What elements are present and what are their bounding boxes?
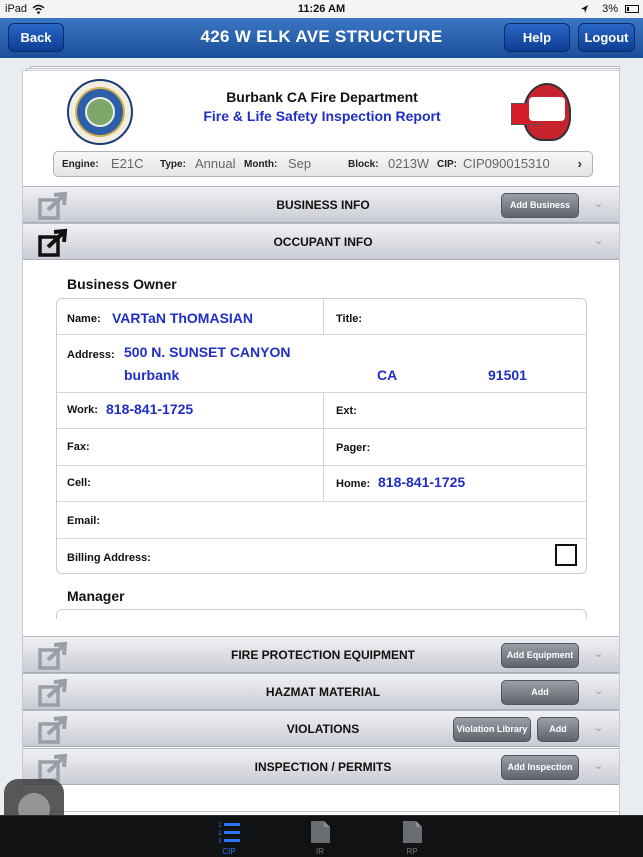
section-title: BUSINESS INFO <box>276 198 370 212</box>
pager-label: Pager: <box>336 442 371 454</box>
type-label: Type: <box>160 159 186 170</box>
inspection-report-sheet <box>22 70 620 812</box>
clock: 11:26 AM <box>297 3 346 15</box>
title-label: Title: <box>336 313 363 325</box>
section-inspection-permits[interactable] <box>23 748 620 785</box>
section-occupant-info[interactable] <box>23 223 620 260</box>
form-row <box>57 466 586 502</box>
cell-label: Cell: <box>67 477 91 489</box>
document-icon <box>309 820 331 844</box>
chevron-down-icon[interactable]: ⌄ <box>594 760 604 772</box>
section-hazmat[interactable] <box>23 673 620 710</box>
chevron-down-icon[interactable]: ⌄ <box>594 722 604 734</box>
add-business-button[interactable]: Add Business <box>501 193 579 218</box>
email-label: Email: <box>67 515 101 527</box>
fire-department-logo <box>511 79 581 145</box>
section-title: OCCUPANT INFO <box>273 235 373 249</box>
page-title: 426 W ELK AVE STRUCTURE <box>200 27 443 46</box>
tab-label: RP <box>406 847 418 856</box>
expand-arrow-icon[interactable] <box>37 715 71 745</box>
block-label: Block: <box>348 159 379 170</box>
tab-bar <box>0 815 643 857</box>
business-owner-form <box>56 298 587 574</box>
svg-text:3: 3 <box>218 838 222 844</box>
business-owner-heading: Business Owner <box>67 276 177 292</box>
cip-value: CIP090015310 <box>463 156 550 171</box>
billing-address-checkbox[interactable] <box>555 544 577 566</box>
name-field[interactable]: VARTaN ThOMASIAN <box>112 310 254 326</box>
chevron-down-icon[interactable]: ⌄ <box>594 685 604 697</box>
fax-label: Fax: <box>67 441 90 453</box>
form-row <box>57 502 586 539</box>
address-street-field[interactable]: 500 N. SUNSET CANYON <box>124 344 291 360</box>
expand-arrow-icon[interactable] <box>37 641 71 671</box>
chevron-down-icon[interactable]: ⌄ <box>594 648 604 660</box>
expand-arrow-icon[interactable] <box>37 191 71 221</box>
back-button[interactable]: Back <box>8 23 64 52</box>
work-phone-field[interactable]: 818-841-1725 <box>106 401 194 417</box>
add-inspection-button[interactable]: Add Inspection <box>501 755 579 780</box>
tab-cip[interactable] <box>199 816 259 857</box>
device-name: iPad <box>5 3 28 15</box>
navigation-bar <box>0 18 643 58</box>
section-violations[interactable] <box>23 710 620 747</box>
month-value: Sep <box>288 156 312 171</box>
address-state-field[interactable]: CA <box>377 367 398 383</box>
location-icon <box>580 4 589 14</box>
block-value: 0213W <box>388 156 430 171</box>
department-name: Burbank CA Fire Department <box>226 89 418 105</box>
type-value: Annual <box>195 156 236 171</box>
home-phone-field[interactable]: 818-841-1725 <box>378 474 466 490</box>
tab-label: IR <box>316 847 324 856</box>
document-icon <box>401 820 423 844</box>
add-equipment-button[interactable]: Add Equipment <box>501 643 579 668</box>
engine-label: Engine: <box>62 159 99 170</box>
add-violation-button[interactable]: Add <box>537 717 579 742</box>
numbered-list-icon <box>218 820 240 844</box>
section-title: FIRE PROTECTION EQUIPMENT <box>230 648 415 662</box>
address-zip-field[interactable]: 91501 <box>488 367 527 383</box>
expand-arrow-icon[interactable] <box>37 678 71 708</box>
tab-label: CIP <box>222 847 236 856</box>
chevron-right-icon: › <box>577 156 582 171</box>
ext-label: Ext: <box>336 405 357 417</box>
chevron-down-icon[interactable]: ⌄ <box>594 235 604 247</box>
help-button[interactable]: Help <box>504 23 570 52</box>
svg-text:2: 2 <box>218 830 222 837</box>
section-title: HAZMAT MATERIAL <box>265 685 381 699</box>
work-label: Work: <box>67 404 98 416</box>
svg-text:1: 1 <box>218 822 222 829</box>
section-business-info[interactable] <box>23 186 620 223</box>
violation-library-button[interactable]: Violation Library <box>453 717 531 742</box>
billing-address-label: Billing Address: <box>67 552 151 564</box>
expand-arrow-icon[interactable] <box>37 228 71 258</box>
month-label: Month: <box>244 159 278 170</box>
battery-percent: 3% <box>602 3 618 15</box>
section-fire-protection[interactable] <box>23 636 620 673</box>
address-city-field[interactable]: burbank <box>124 367 180 383</box>
logout-button[interactable]: Logout <box>578 23 635 52</box>
name-label: Name: <box>67 313 101 325</box>
address-label: Address: <box>67 349 115 361</box>
home-label: Home: <box>336 478 371 490</box>
report-title: Fire & Life Safety Inspection Report <box>203 108 441 124</box>
add-hazmat-button[interactable]: Add <box>501 680 579 705</box>
tab-rp[interactable] <box>382 816 442 857</box>
section-title: VIOLATIONS <box>286 722 360 736</box>
chevron-down-icon[interactable]: ⌄ <box>594 198 604 210</box>
divider <box>323 299 324 335</box>
divider <box>323 393 324 502</box>
tab-ir[interactable] <box>290 816 350 857</box>
battery-icon <box>625 5 639 13</box>
inspection-info-bar[interactable] <box>53 151 593 177</box>
manager-form <box>56 609 587 619</box>
status-bar <box>0 0 643 18</box>
form-row <box>57 429 586 466</box>
engine-value: E21C <box>111 156 144 171</box>
cip-label: CIP: <box>437 159 457 170</box>
section-title: INSPECTION / PERMITS <box>254 760 392 774</box>
manager-heading: Manager <box>67 588 125 604</box>
